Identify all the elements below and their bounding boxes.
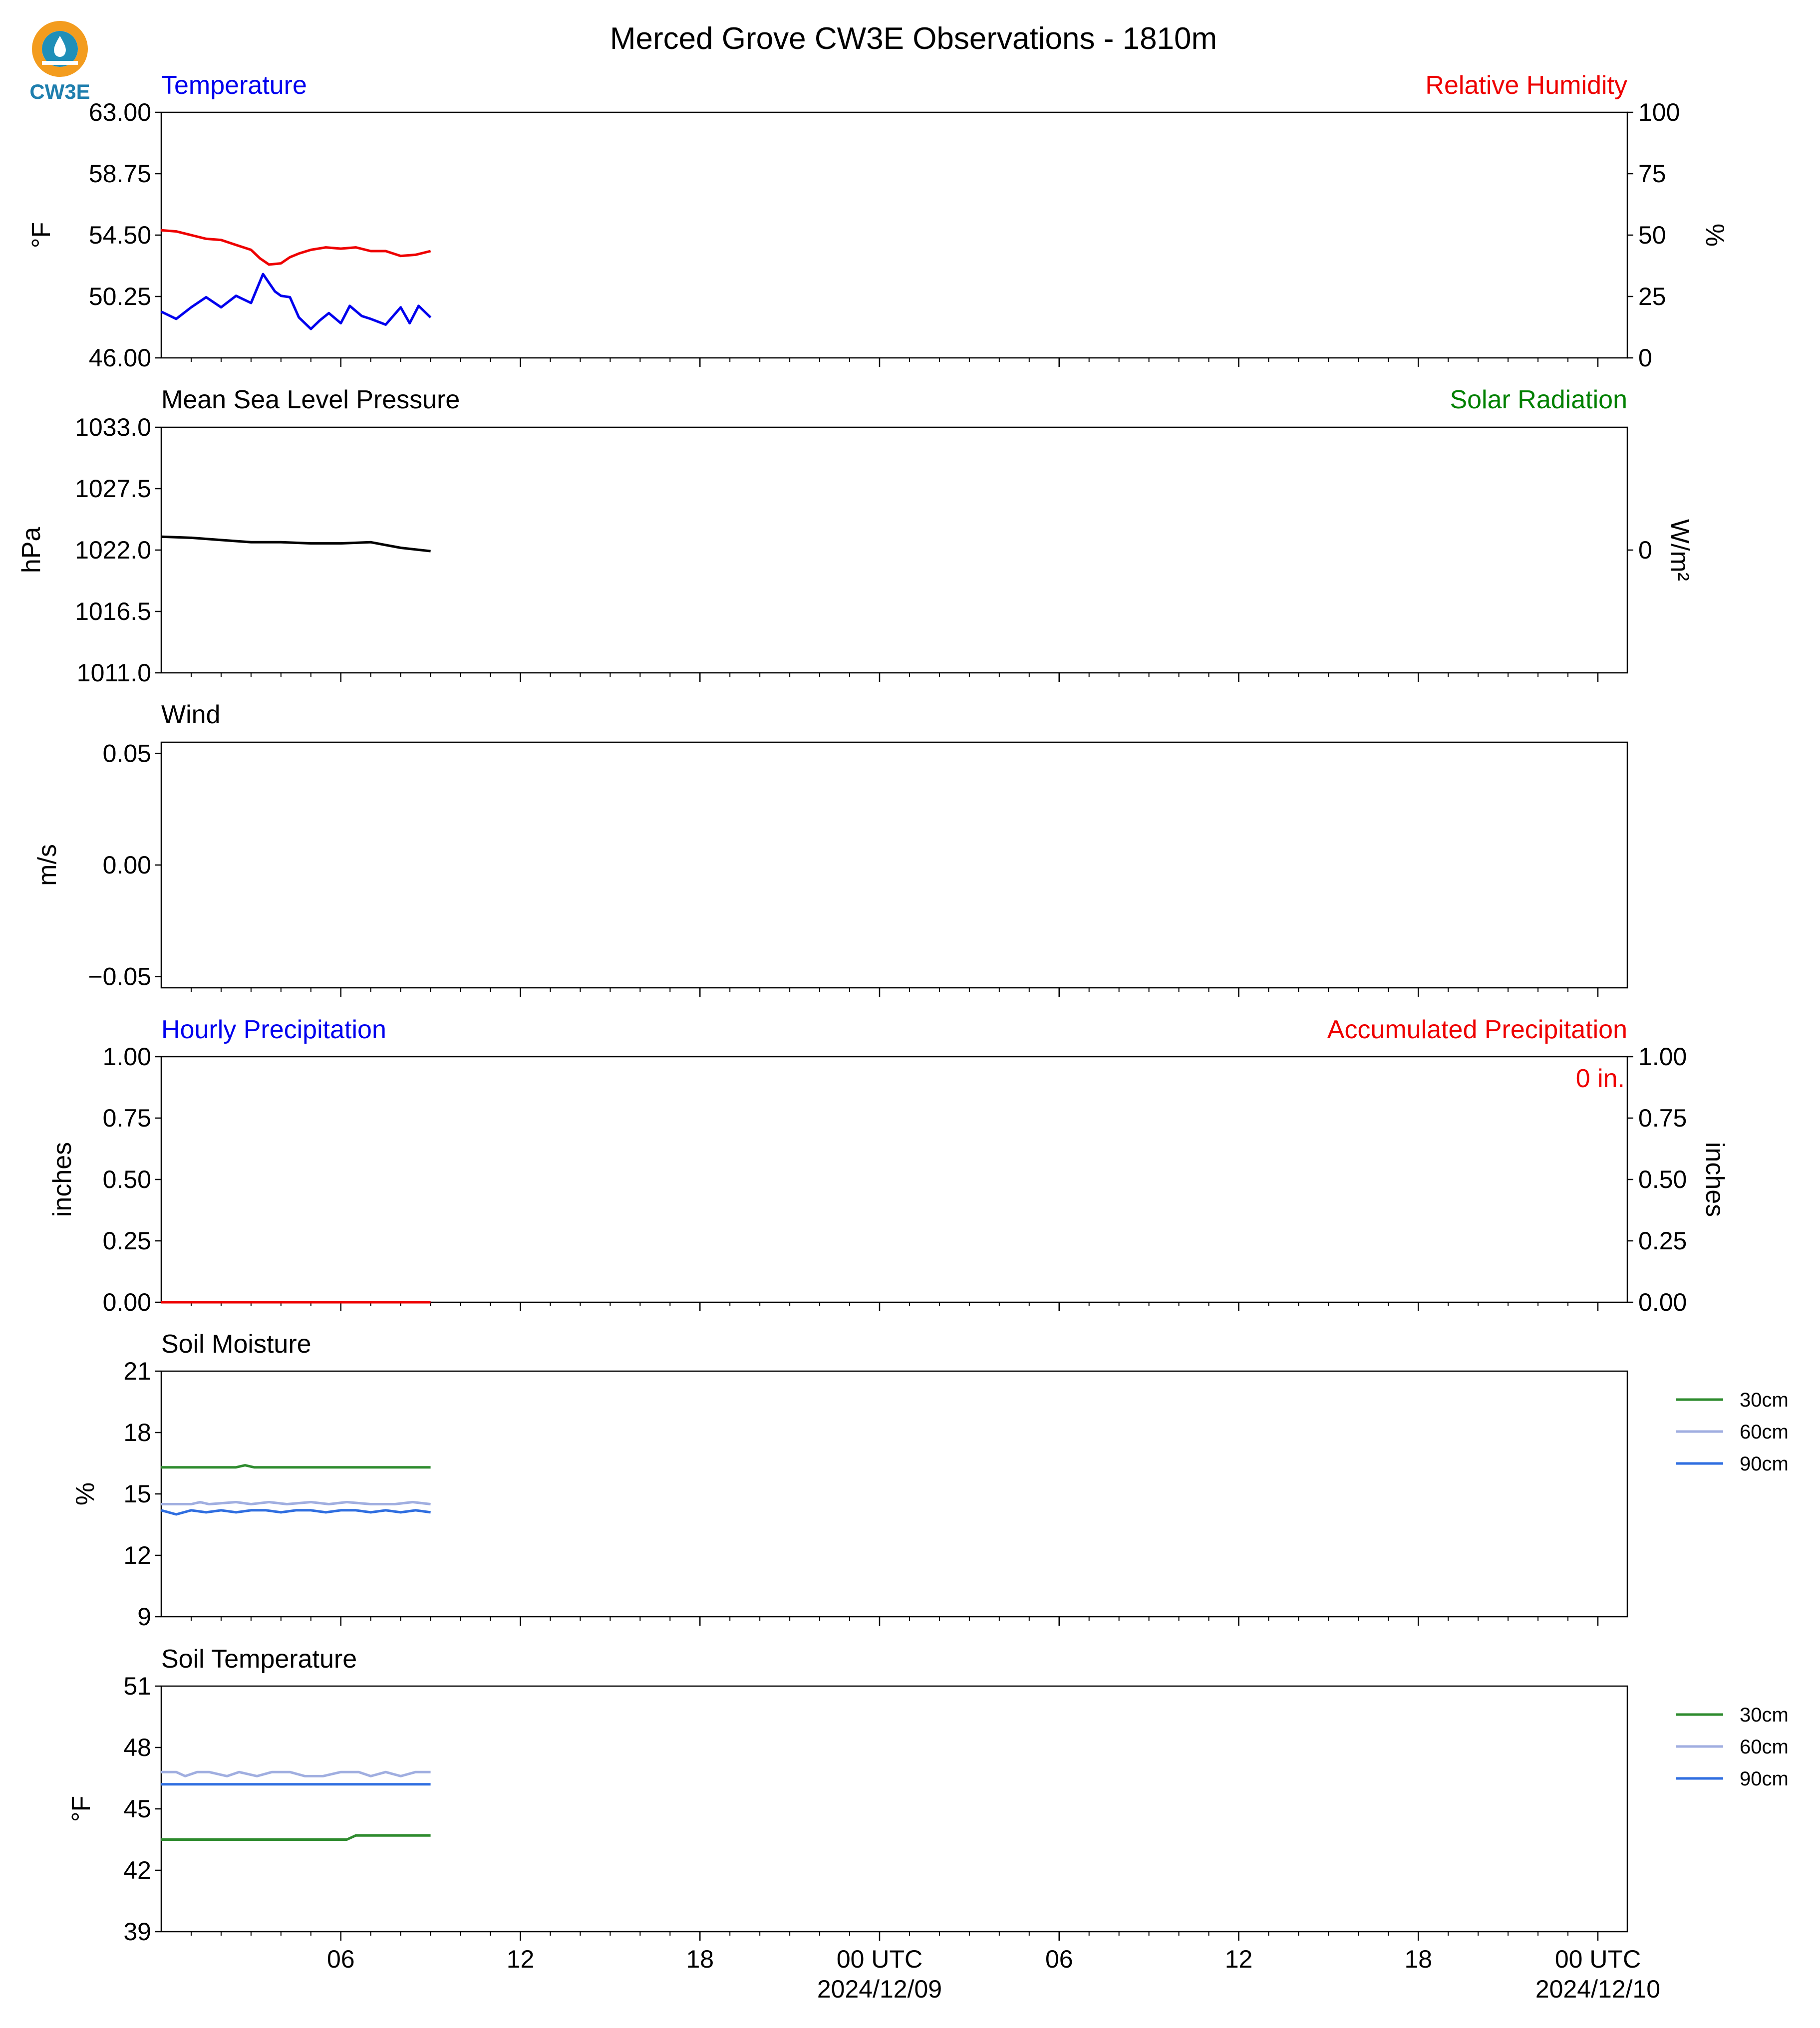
solar-title: Solar Radiation	[1450, 385, 1627, 414]
pressure-plot-frame	[161, 427, 1627, 673]
x-tick-date-label: 2024/12/10	[1535, 1975, 1661, 2003]
pressure-title: Mean Sea Level Pressure	[161, 385, 460, 414]
x-tick-label: 06	[326, 1945, 355, 1973]
chart-marks	[75, 98, 1789, 2003]
temperature-humidity-panel	[27, 71, 1729, 358]
y2-tick-label: 25	[1638, 283, 1666, 310]
y-tick-label: 50.25	[88, 283, 151, 310]
y2-tick-label: 1.00	[1638, 1043, 1687, 1071]
figure-title: Merced Grove CW3E Observations - 1810m	[609, 21, 1217, 56]
precipitation-panel	[48, 1015, 1729, 1302]
y-tick-label: 1016.5	[75, 597, 151, 625]
y-tick-label: 1.00	[102, 1043, 151, 1071]
y-tick-label: 0.25	[102, 1227, 151, 1255]
accum-precip-ylabel: inches	[1700, 1142, 1729, 1217]
temperature-plot-frame	[161, 112, 1627, 358]
soil-temperature-title: Soil Temperature	[161, 1645, 357, 1674]
x-tick-label: 12	[506, 1945, 535, 1973]
y-tick-label: 39	[123, 1918, 151, 1946]
legend-label: 30cm	[1740, 1704, 1789, 1726]
humidity-ylabel: %	[1700, 223, 1729, 247]
y-tick-label: 46.00	[88, 344, 151, 372]
soil-moisture-plot-frame	[161, 1371, 1627, 1617]
y-tick-label: 48	[123, 1734, 151, 1761]
y2-tick-label: 0.25	[1638, 1227, 1687, 1255]
legend-label: 90cm	[1740, 1453, 1789, 1475]
accum-precip-title: Accumulated Precipitation	[1327, 1015, 1627, 1044]
legend-label: 60cm	[1740, 1736, 1789, 1758]
temperature-ylabel: °F	[27, 222, 56, 249]
y-tick-label: 0.00	[102, 851, 151, 879]
series-line-60cm	[161, 1502, 431, 1504]
y-tick-label: 15	[123, 1480, 151, 1508]
wind-plot-frame	[161, 742, 1627, 988]
x-tick-label: 18	[686, 1945, 714, 1973]
y-tick-label: 51	[123, 1672, 151, 1700]
y-tick-label: 12	[123, 1541, 151, 1569]
y-tick-label: 1022.0	[75, 536, 151, 564]
series-line-relative-humidity	[161, 230, 431, 265]
y-tick-label: 54.50	[88, 221, 151, 249]
series-line-mean-sea-level-pressure	[161, 537, 431, 551]
soil-moisture-title: Soil Moisture	[161, 1330, 311, 1359]
pressure-ylabel: hPa	[17, 527, 46, 574]
y-tick-label: 0.05	[102, 739, 151, 768]
y-tick-label: −0.05	[88, 962, 151, 991]
y-tick-label: 1027.5	[75, 475, 151, 503]
y2-tick-label: 0	[1638, 536, 1652, 564]
series-line-90cm	[161, 1510, 431, 1514]
series-line-temperature	[161, 274, 431, 329]
y-tick-label: 18	[123, 1419, 151, 1447]
x-tick-label: 00 UTC	[836, 1945, 923, 1973]
x-tick-label: 18	[1404, 1945, 1433, 1973]
y2-tick-label: 0	[1638, 344, 1652, 372]
y-tick-label: 0.75	[102, 1104, 151, 1132]
x-tick-label: 12	[1224, 1945, 1253, 1973]
y-tick-label: 1011.0	[76, 659, 151, 687]
y-tick-label: 63.00	[88, 98, 151, 126]
hourly-precip-title: Hourly Precipitation	[161, 1015, 386, 1044]
x-tick-date-label: 2024/12/09	[817, 1975, 942, 2003]
y-tick-label: 9	[137, 1603, 151, 1631]
accum-precip-annotation: 0 in.	[1575, 1064, 1625, 1093]
legend-label: 60cm	[1740, 1421, 1789, 1443]
wind-title: Wind	[161, 700, 221, 729]
cw3e-logo	[29, 26, 90, 103]
y2-tick-label: 50	[1638, 221, 1666, 249]
y2-tick-label: 75	[1638, 160, 1666, 188]
y2-tick-label: 0.00	[1638, 1288, 1687, 1316]
humidity-title: Relative Humidity	[1425, 71, 1627, 100]
legend-label: 90cm	[1740, 1768, 1789, 1790]
y-tick-label: 42	[123, 1856, 151, 1884]
legend-label: 30cm	[1740, 1389, 1789, 1411]
soil-temperature-panel	[67, 1645, 1627, 1932]
pressure-solar-panel	[17, 385, 1694, 673]
series-line-30cm	[161, 1835, 431, 1839]
series-line-30cm	[161, 1465, 431, 1467]
y-tick-label: 1033.0	[75, 413, 151, 441]
logo-wave-icon	[42, 61, 78, 65]
solar-ylabel: W/m²	[1665, 519, 1694, 581]
soil-temperature-plot-frame	[161, 1686, 1627, 1932]
y2-tick-label: 0.50	[1638, 1165, 1687, 1193]
y-tick-label: 21	[123, 1357, 151, 1385]
x-tick-label: 00 UTC	[1554, 1945, 1641, 1973]
precip-plot-frame	[161, 1057, 1627, 1302]
y-tick-label: 0.50	[102, 1165, 151, 1193]
wind-ylabel: m/s	[33, 844, 62, 886]
y2-tick-label: 0.75	[1638, 1104, 1687, 1132]
y-tick-label: 0.00	[102, 1288, 151, 1316]
y-tick-label: 45	[123, 1795, 151, 1823]
x-tick-label: 06	[1045, 1945, 1073, 1973]
y-tick-label: 58.75	[88, 160, 151, 188]
soil-temperature-ylabel: °F	[67, 1795, 96, 1822]
soil-moisture-panel	[71, 1330, 1627, 1617]
y2-tick-label: 100	[1638, 98, 1680, 126]
precip-ylabel: inches	[48, 1142, 77, 1217]
soil-moisture-ylabel: %	[71, 1482, 100, 1506]
logo-text: CW3E	[29, 80, 90, 103]
wind-panel	[33, 700, 1627, 988]
temperature-title: Temperature	[161, 71, 307, 100]
series-line-60cm	[161, 1772, 431, 1776]
